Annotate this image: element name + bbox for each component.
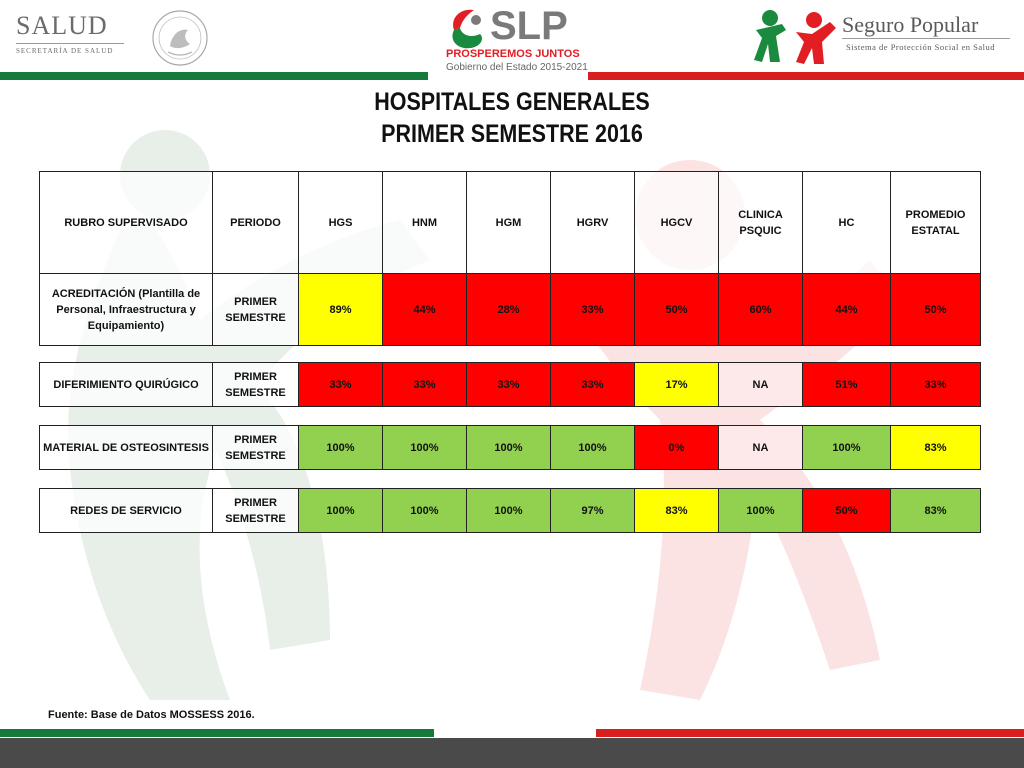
table-block bbox=[39, 362, 981, 407]
row-label: REDES DE SERVICIO bbox=[40, 489, 213, 533]
header-cell: HGS bbox=[299, 172, 383, 274]
value-cell: 100% bbox=[467, 489, 551, 533]
value-cell: 100% bbox=[383, 426, 467, 470]
value-cell: 28% bbox=[467, 274, 551, 346]
salud-word: SALUD bbox=[16, 11, 108, 40]
table-row bbox=[40, 363, 981, 407]
value-cell: 50% bbox=[803, 489, 891, 533]
header-cell: CLINICA PSQUIC bbox=[719, 172, 803, 274]
value-cell: 33% bbox=[551, 274, 635, 346]
table-block bbox=[39, 488, 981, 533]
value-cell: 33% bbox=[299, 363, 383, 407]
value-cell: 51% bbox=[803, 363, 891, 407]
row-period: PRIMER SEMESTRE bbox=[213, 274, 299, 346]
value-cell: 33% bbox=[467, 363, 551, 407]
value-cell: 100% bbox=[299, 489, 383, 533]
data-source: Fuente: Base de Datos MOSSESS 2016. bbox=[48, 709, 255, 721]
page-title: HOSPITALES GENERALES bbox=[374, 88, 650, 116]
value-cell: 100% bbox=[803, 426, 891, 470]
table-block bbox=[39, 425, 981, 470]
slp-logo bbox=[440, 4, 588, 76]
salud-subtitle: SECRETARÍA DE SALUD bbox=[16, 47, 114, 55]
seguro-popular-title: Seguro Popular bbox=[842, 12, 979, 37]
header-cell: PROMEDIO ESTATAL bbox=[891, 172, 981, 274]
header-red-band bbox=[588, 72, 1024, 80]
header-green-band bbox=[0, 72, 428, 80]
footer-red-band bbox=[596, 729, 1024, 737]
header-cell: RUBRO SUPERVISADO bbox=[40, 172, 213, 274]
value-cell: 33% bbox=[383, 363, 467, 407]
value-cell: 33% bbox=[891, 363, 981, 407]
value-cell: 44% bbox=[383, 274, 467, 346]
header-cell: HNM bbox=[383, 172, 467, 274]
value-cell: NA bbox=[719, 426, 803, 470]
value-cell: 0% bbox=[635, 426, 719, 470]
value-cell: 50% bbox=[635, 274, 719, 346]
row-label: ACREDITACIÓN (Plantilla de Personal, Infraestructura y Equipamiento) bbox=[40, 274, 213, 346]
slp-word: SLP bbox=[490, 4, 568, 48]
table-row bbox=[40, 274, 981, 346]
seguro-popular-divider bbox=[842, 38, 1010, 39]
seguro-popular-figures-icon bbox=[752, 8, 838, 66]
header-cell: HGRV bbox=[551, 172, 635, 274]
value-cell: 100% bbox=[299, 426, 383, 470]
seguro-popular-subtitle: Sistema de Protección Social en Salud bbox=[846, 42, 996, 52]
value-cell: 50% bbox=[891, 274, 981, 346]
table-row bbox=[40, 426, 981, 470]
header-cell: HGCV bbox=[635, 172, 719, 274]
mexico-seal-icon bbox=[150, 8, 210, 68]
salud-logo bbox=[16, 12, 136, 55]
value-cell: NA bbox=[719, 363, 803, 407]
value-cell: 17% bbox=[635, 363, 719, 407]
value-cell: 44% bbox=[803, 274, 891, 346]
header-cell: HGM bbox=[467, 172, 551, 274]
value-cell: 83% bbox=[891, 426, 981, 470]
header-cell: HC bbox=[803, 172, 891, 274]
value-cell: 83% bbox=[635, 489, 719, 533]
row-period: PRIMER SEMESTRE bbox=[213, 363, 299, 407]
row-period: PRIMER SEMESTRE bbox=[213, 426, 299, 470]
page-subtitle: PRIMER SEMESTRE 2016 bbox=[381, 120, 643, 148]
value-cell: 100% bbox=[551, 426, 635, 470]
row-label: MATERIAL DE OSTEOSINTESIS bbox=[40, 426, 213, 470]
row-label: DIFERIMIENTO QUIRÚGICO bbox=[40, 363, 213, 407]
value-cell: 83% bbox=[891, 489, 981, 533]
value-cell: 100% bbox=[467, 426, 551, 470]
header-table bbox=[39, 171, 981, 346]
slp-emblem-icon bbox=[446, 6, 492, 50]
value-cell: 100% bbox=[719, 489, 803, 533]
footer-green-band bbox=[0, 729, 434, 737]
footer-gray-band bbox=[0, 738, 1024, 768]
row-period: PRIMER SEMESTRE bbox=[213, 489, 299, 533]
value-cell: 89% bbox=[299, 274, 383, 346]
value-cell: 97% bbox=[551, 489, 635, 533]
table-header-row bbox=[40, 172, 981, 274]
slp-tagline: PROSPEREMOS JUNTOS bbox=[446, 48, 580, 60]
table-row bbox=[40, 489, 981, 533]
value-cell: 60% bbox=[719, 274, 803, 346]
value-cell: 33% bbox=[551, 363, 635, 407]
salud-divider bbox=[16, 43, 124, 44]
slp-government: Gobierno del Estado 2015-2021 bbox=[446, 62, 588, 73]
value-cell: 100% bbox=[383, 489, 467, 533]
header-cell: PERIODO bbox=[213, 172, 299, 274]
